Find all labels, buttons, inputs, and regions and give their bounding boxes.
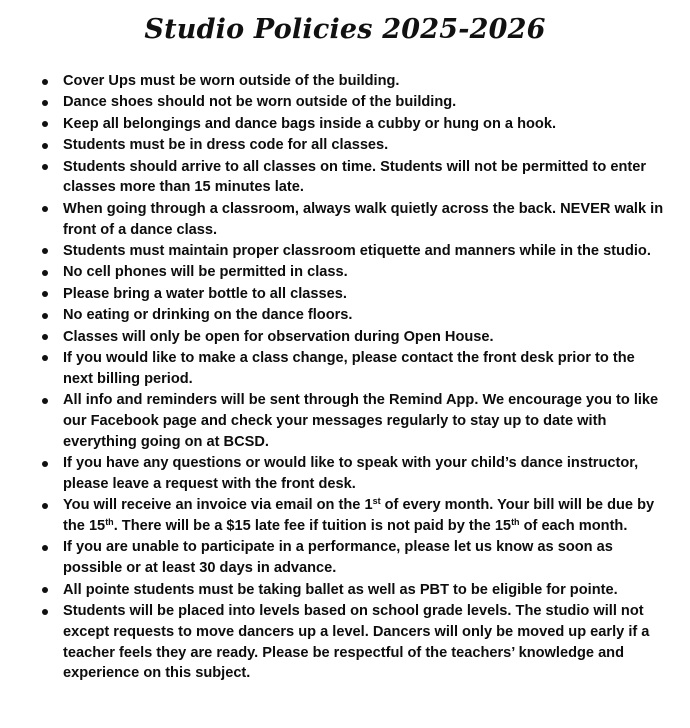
policy-item [38,453,668,495]
bullet-icon [42,164,48,170]
policy-item [38,241,668,262]
bullet-icon [42,121,48,127]
policy-item [38,199,668,241]
policy-item [38,157,668,199]
bullet-icon [42,334,48,340]
ordinal-suffix: th [105,517,114,528]
policy-item [38,537,668,579]
policy-list [38,71,668,685]
bullet-icon [42,291,48,297]
policy-item [38,262,668,283]
ordinal-suffix: th [511,517,520,528]
policy-text: Students should arrive to all classes on time. Students will not be permitted to enter classes more than 15 minutes late. [63,158,647,196]
ordinal-suffix: st [372,496,381,507]
policy-item [38,601,668,684]
policy-text: Students will be placed into levels based on school grade levels. The studio will not except requests to move dancers up a level. Dancers will only be moved up early if a teacher feels they are ready. Please be respectful of the teachers’ knowledge and experience on this subject. [63,603,650,682]
bullet-icon [42,461,48,467]
bullet-icon [42,355,48,361]
policy-text: Keep all belongings and dance bags inside a cubby or hung on a hook. [63,115,557,132]
policy-item [38,495,668,537]
policy-item [38,390,668,452]
bullet-icon [42,100,48,106]
policy-text: No eating or drinking on the dance floors. [63,307,353,324]
policy-item [38,305,668,326]
policy-item [38,92,668,113]
policy-text: Cover Ups must be worn outside of the building. [63,73,400,89]
policy-item [38,71,668,92]
policy-text: No cell phones will be permitted in class. [63,264,348,281]
policy-text: Dance shoes should not be worn outside of the building. [63,94,457,111]
policy-item [38,580,668,601]
bullet-icon [42,270,48,276]
policy-text: All pointe students must be taking ballet as well as PBT to be eligible for pointe. [63,581,618,598]
bullet-icon [42,206,48,212]
policy-text: of every month. Your bill will be due by the 15 [63,497,655,535]
bullet-icon [42,79,48,85]
bullet-icon [42,398,48,404]
policy-text: When going through a classroom, always walk quietly across the back. NEVER walk in front of a dance class. [63,200,664,238]
bullet-icon [42,609,48,615]
policy-text: If you are unable to participate in a performance, please let us know as soon as possible or at least 30 days in advance. [63,539,613,577]
policy-text: Students must maintain proper classroom etiquette and manners while in the studio. [63,242,651,259]
bullet-icon [42,503,48,509]
policy-text: All info and reminders will be sent through the Remind App. We encourage you to like our Facebook page and check your messages regularly to stay up to date with everything going on at BCSD. [63,392,659,450]
bullet-icon [42,143,48,149]
bullet-icon [42,587,48,593]
bullet-icon [42,545,48,551]
policy-text: If you would like to make a class change, please contact the front desk prior to the next billing period. [63,349,635,387]
policy-text: You will receive an invoice via email on the 1 [63,497,373,514]
policy-text: Please bring a water bottle to all classes. [63,285,347,302]
policy-item [38,348,668,390]
policy-item [38,284,668,305]
policy-text: Students must be in dress code for all classes. [63,137,389,154]
policy-item [38,135,668,156]
policy-item [38,114,668,135]
policy-text: of each month. [519,518,628,535]
bullet-icon [42,313,48,319]
page-title: Studio Policies 2025-2026 [144,14,546,45]
policy-text: Classes will only be open for observation during Open House. [63,328,494,345]
policy-text: . There will be a $15 late fee if tuition is not paid by the 15 [113,518,512,535]
policy-text: If you have any questions or would like to speak with your child’s dance instructor, please leave a request with the front desk. [63,455,639,492]
policy-item [38,327,668,348]
bullet-icon [42,248,48,254]
